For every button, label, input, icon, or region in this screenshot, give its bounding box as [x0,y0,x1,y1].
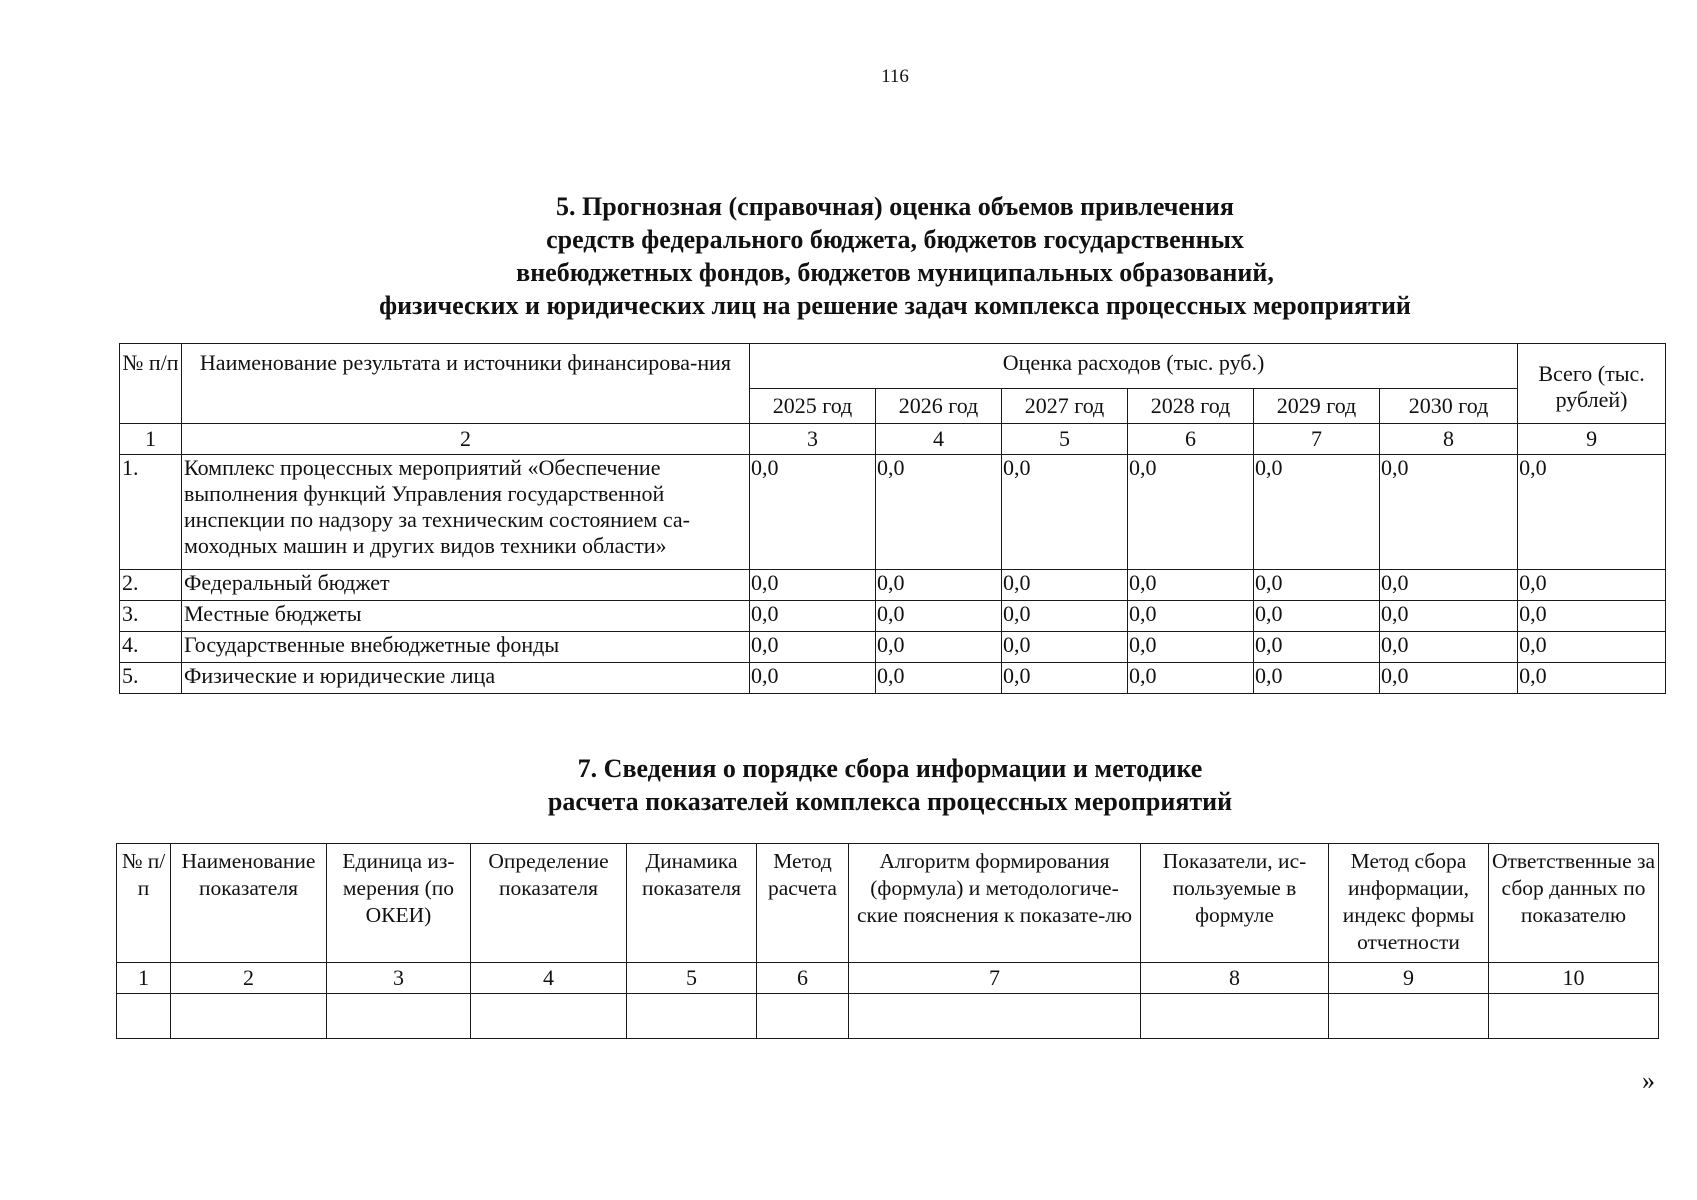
table-row [120,601,1666,632]
row-value: 0,0 [876,570,1002,601]
row-name: Физические и юридические лица [182,663,750,694]
col-number: 1 [117,963,171,994]
col-number: 1 [120,424,182,455]
section-5-title: 5. Прогнозная (справочная) оценка объемов привлечения средств федерального бюджета, бюджетов государственных внебюджетных фондов, бюджетов муниципальных образований, физических и юридических лиц на решение задач комплекса процессных мероприятий [379,192,1411,320]
empty-cell [849,994,1141,1039]
row-value: 0,0 [1254,570,1380,601]
section-7-title: 7. Сведения о порядке сбора информации и методике расчета показателей комплекса процессных мероприятий [547,754,1233,816]
col-header-year: 2028 год [1128,389,1254,424]
row-number: 2. [120,570,182,601]
row-value: 0,0 [1254,601,1380,632]
row-name: Комплекс процессных мероприятий «Обеспечение выполнения функций Управления государственной инспекции по надзору за техническим состоянием са-моходных машин и других видов техники области» [182,455,750,570]
row-value: 0,0 [750,601,876,632]
row-number: 3. [120,601,182,632]
empty-cell [1329,994,1489,1039]
col-header-calc-method: Метод расчета [757,844,849,963]
row-number: 4. [120,632,182,663]
col-header-collection-method: Метод сбора информации, индекс формы отчетности [1329,844,1489,963]
row-value: 0,0 [1254,455,1380,570]
row-value: 0,0 [750,632,876,663]
indicator-methodology-table [116,843,1659,1039]
col-header-algorithm: Алгоритм формирования (формула) и методологиче-ские пояснения к показате-лю [849,844,1141,963]
col-header-definition: Определение показателя [471,844,627,963]
row-value: 0,0 [876,601,1002,632]
page-number: 116 [881,66,909,87]
col-number: 9 [1329,963,1489,994]
row-value: 0,0 [1254,632,1380,663]
column-number-row [120,424,1666,455]
row-name: Федеральный бюджет [182,570,750,601]
col-number: 7 [849,963,1141,994]
row-value: 0,0 [1254,663,1380,694]
col-number: 5 [627,963,757,994]
empty-cell [471,994,627,1039]
col-header-formula-indicators: Показатели, ис-пользуемые в формуле [1141,844,1329,963]
row-value: 0,0 [1380,632,1518,663]
row-value: 0,0 [876,455,1002,570]
row-value: 0,0 [876,632,1002,663]
row-number: 5. [120,663,182,694]
col-header-year: 2027 год [1002,389,1128,424]
col-header-num: № п/п [117,844,171,963]
row-value: 0,0 [750,455,876,570]
row-value: 0,0 [1518,455,1666,570]
row-value: 0,0 [876,663,1002,694]
row-number: 1. [120,455,182,570]
empty-cell [627,994,757,1039]
table-row [120,632,1666,663]
row-name: Государственные внебюджетные фонды [182,632,750,663]
col-header-dynamics: Динамика показателя [627,844,757,963]
empty-cell [757,994,849,1039]
row-value: 0,0 [1518,570,1666,601]
row-value: 0,0 [1128,632,1254,663]
col-header-unit: Единица из-мерения (по ОКЕИ) [327,844,471,963]
table-row [120,663,1666,694]
row-value: 0,0 [1380,455,1518,570]
col-number: 6 [757,963,849,994]
col-number: 3 [750,424,876,455]
row-value: 0,0 [750,570,876,601]
col-number: 7 [1254,424,1380,455]
col-number: 2 [171,963,327,994]
empty-cell [171,994,327,1039]
table-row [120,455,1666,570]
col-header-name: Наименование результата и источники финансирова-ния [182,344,750,424]
row-value: 0,0 [1002,455,1128,570]
row-value: 0,0 [1518,601,1666,632]
col-number: 6 [1128,424,1254,455]
col-number: 8 [1380,424,1518,455]
empty-cell [1141,994,1329,1039]
col-number: 4 [471,963,627,994]
empty-cell [117,994,171,1039]
row-value: 0,0 [1002,663,1128,694]
col-header-year: 2030 год [1380,389,1518,424]
row-name: Местные бюджеты [182,601,750,632]
col-number: 8 [1141,963,1329,994]
col-number: 10 [1489,963,1659,994]
table-row [120,570,1666,601]
closing-quote-mark: » [1642,1066,1655,1095]
col-header-year: 2029 год [1254,389,1380,424]
col-number: 2 [182,424,750,455]
row-value: 0,0 [1002,570,1128,601]
col-number: 9 [1518,424,1666,455]
row-value: 0,0 [750,663,876,694]
empty-row [117,994,1659,1039]
column-number-row [117,963,1659,994]
empty-cell [1489,994,1659,1039]
funding-estimate-table [119,343,1666,694]
empty-cell [327,994,471,1039]
row-value: 0,0 [1002,632,1128,663]
col-header-indicator-name: Наименование показателя [171,844,327,963]
col-header-total: Всего (тыс. рублей) [1518,344,1666,424]
col-header-responsible: Ответственные за сбор данных по показателю [1489,844,1659,963]
row-value: 0,0 [1128,570,1254,601]
row-value: 0,0 [1380,663,1518,694]
row-value: 0,0 [1128,455,1254,570]
col-number: 4 [876,424,1002,455]
col-header-num: № п/п [120,344,182,424]
col-header-estimate: Оценка расходов (тыс. руб.) [750,344,1518,389]
row-value: 0,0 [1128,601,1254,632]
col-number: 5 [1002,424,1128,455]
row-value: 0,0 [1518,632,1666,663]
col-number: 3 [327,963,471,994]
row-value: 0,0 [1128,663,1254,694]
col-header-year: 2026 год [876,389,1002,424]
col-header-year: 2025 год [750,389,876,424]
row-value: 0,0 [1518,663,1666,694]
row-value: 0,0 [1380,570,1518,601]
row-value: 0,0 [1002,601,1128,632]
row-value: 0,0 [1380,601,1518,632]
